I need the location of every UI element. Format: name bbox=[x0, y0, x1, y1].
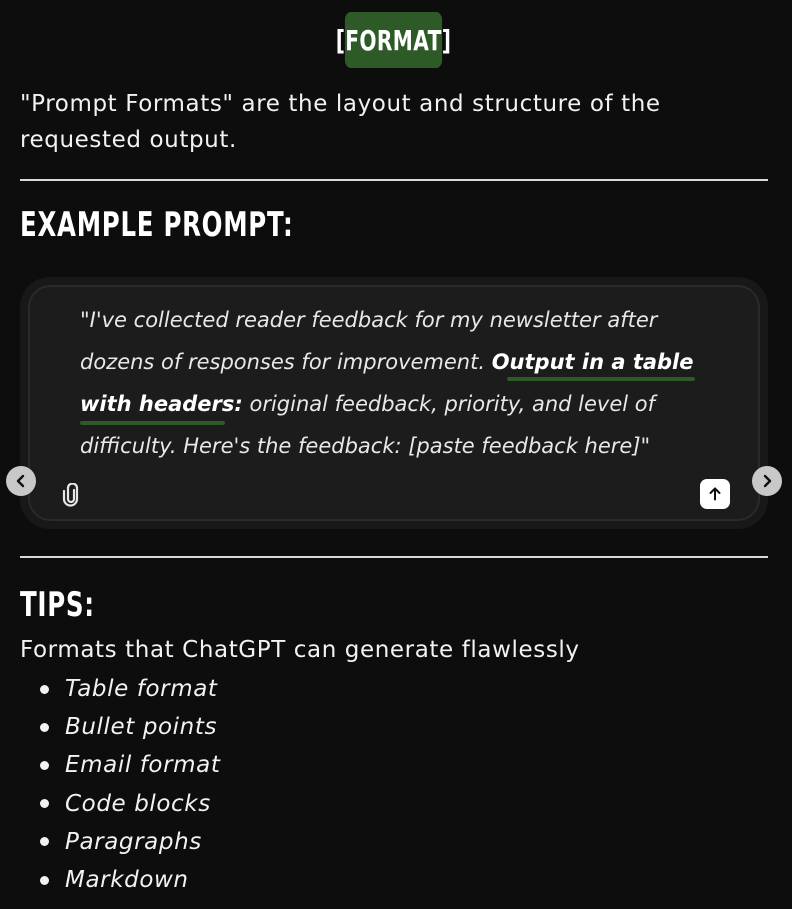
bullet-icon bbox=[40, 685, 49, 694]
tips-list bbox=[38, 670, 220, 899]
list-item bbox=[38, 670, 220, 708]
example-heading: EXAMPLE PROMPT: bbox=[20, 205, 294, 245]
chevron-right-icon bbox=[760, 474, 774, 488]
send-button[interactable] bbox=[700, 479, 730, 509]
intro-text: "Prompt Formats" are the layout and structure of the requested output. bbox=[20, 91, 661, 153]
prompt-highlight: Output in a table with headers: bbox=[80, 350, 694, 416]
bullet-icon bbox=[40, 799, 49, 808]
chevron-left-icon bbox=[14, 474, 28, 488]
format-badge: [FORMAT] bbox=[345, 12, 442, 68]
list-item bbox=[38, 785, 220, 823]
list-item-label: Bullet points bbox=[65, 714, 218, 741]
list-item bbox=[38, 823, 220, 861]
list-item bbox=[38, 861, 220, 899]
list-item-label: Paragraphs bbox=[65, 828, 202, 855]
next-button[interactable] bbox=[752, 466, 782, 496]
bullet-icon bbox=[40, 876, 49, 885]
prompt-text-part2: original feedback, priority, and level of difficulty. Here's the feedback: [paste feedback here]" bbox=[80, 392, 655, 458]
arrow-up-icon bbox=[707, 486, 723, 502]
divider-bottom bbox=[20, 556, 768, 558]
bullet-icon bbox=[40, 761, 49, 770]
list-item bbox=[38, 746, 220, 784]
list-item-label: Code blocks bbox=[65, 790, 211, 817]
prompt-text-part1: "I've collected reader feedback for my newsletter after dozens of responses for improvement. bbox=[80, 308, 658, 374]
highlight-underline bbox=[507, 377, 695, 381]
list-item-label: Table format bbox=[65, 676, 218, 703]
paperclip-icon bbox=[61, 483, 81, 507]
bullet-icon bbox=[40, 837, 49, 846]
divider-top bbox=[20, 179, 768, 181]
list-item-label: Email format bbox=[65, 752, 221, 779]
tips-subtitle: Formats that ChatGPT can generate flawlessly bbox=[20, 637, 580, 663]
bullet-icon bbox=[40, 723, 49, 732]
prompt-text bbox=[80, 299, 720, 467]
attach-button[interactable] bbox=[61, 483, 81, 507]
highlight-underline bbox=[80, 421, 225, 425]
list-item bbox=[38, 708, 220, 746]
list-item-label: Markdown bbox=[65, 867, 189, 894]
previous-button[interactable] bbox=[6, 466, 36, 496]
tips-heading: TIPS: bbox=[20, 585, 95, 625]
